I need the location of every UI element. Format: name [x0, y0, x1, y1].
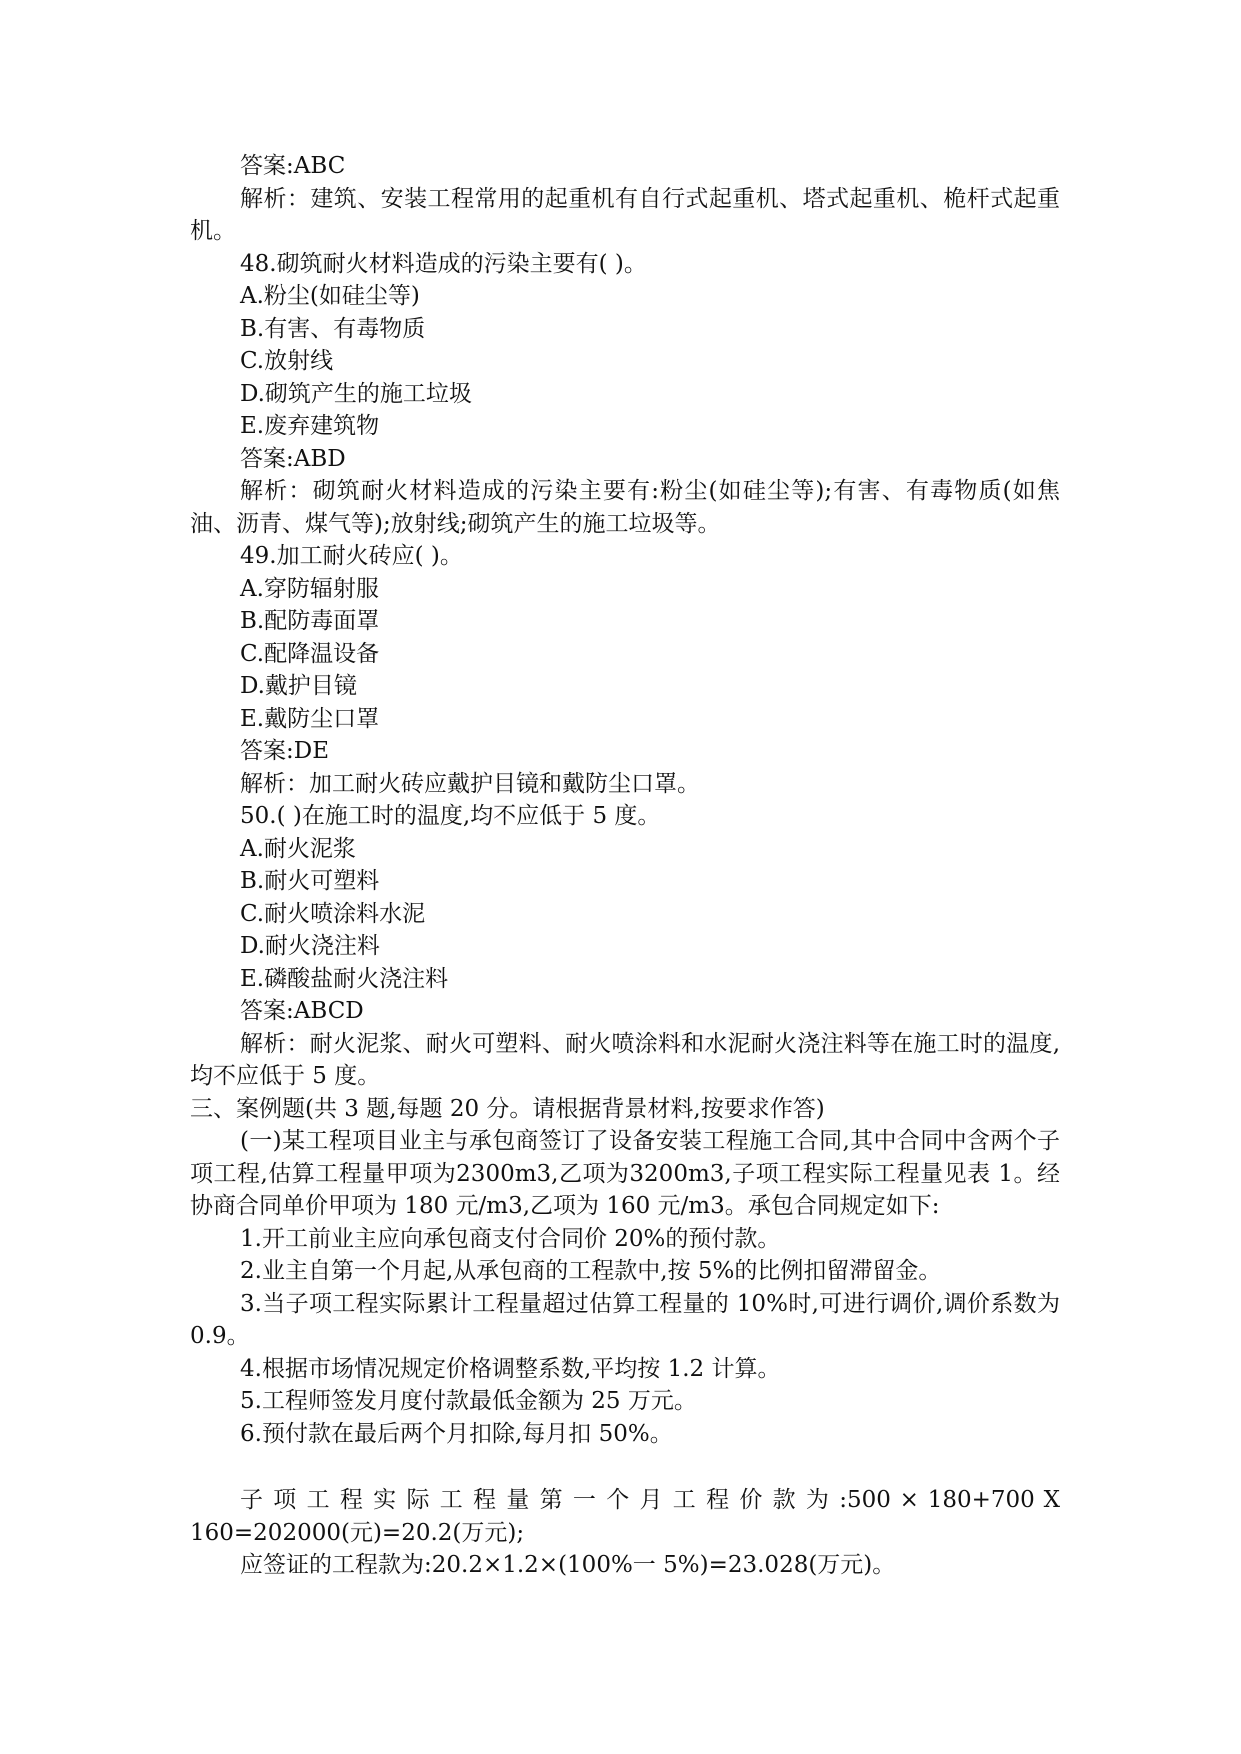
question-50: 50.( )在施工时的温度,均不应低于 5 度。 — [240, 803, 661, 829]
case-background: (一)某工程项目业主与承包商签订了设备安装工程施工合同,其中合同中含两个子项工程,估算工程量甲项为2300m3,乙项为3200m3,子项工程实际工程量见表 1。经协商合同单价甲项为 180 元/m3,乙项为 160 元/m3。承包合同规定如下: — [190, 1128, 1060, 1219]
calc-first-month-line2: 160=202000(元)=20.2(万元); — [190, 1519, 525, 1546]
option-48-d: D.砌筑产生的施工垃圾 — [240, 380, 472, 407]
option-48-c: C.放射线 — [240, 348, 334, 374]
contract-term-2: 2.业主自第一个月起,从承包商的工程款中,按 5%的比例扣留滞留金。 — [240, 1258, 942, 1284]
answer-47: 答案:ABC — [240, 153, 346, 179]
question-48: 48.砌筑耐火材料造成的污染主要有( )。 — [240, 250, 647, 277]
answer-49: 答案:DE — [240, 738, 329, 764]
contract-term-3: 3.当子项工程实际累计工程量超过估算工程量的 10%时,可进行调价,调价系数为 0.9。 — [190, 1290, 1060, 1349]
contract-term-6: 6.预付款在最后两个月扣除,每月扣 50%。 — [240, 1420, 673, 1447]
option-50-d: D.耐火浇注料 — [240, 933, 380, 959]
option-49-c: C.配降温设备 — [240, 640, 380, 667]
explanation-48: 解析：砌筑耐火材料造成的污染主要有:粉尘(如硅尘等);有害、有毒物质(如焦油、沥青、煤气等);放射线;砌筑产生的施工垃圾等。 — [190, 478, 1060, 537]
question-49: 49.加工耐火砖应( )。 — [240, 543, 463, 569]
blank-gap — [190, 1450, 1060, 1484]
option-49-d: D.戴护目镜 — [240, 673, 357, 699]
document-body — [190, 150, 1060, 1582]
contract-term-1: 1.开工前业主应向承包商支付合同价 20%的预付款。 — [240, 1225, 781, 1252]
option-50-e: E.磷酸盐耐火浇注料 — [240, 965, 449, 992]
contract-term-5: 5.工程师签发月度付款最低金额为 25 万元。 — [240, 1388, 697, 1414]
contract-term-4: 4.根据市场情况规定价格调整系数,平均按 1.2 计算。 — [240, 1355, 781, 1382]
option-50-c: C.耐火喷涂料水泥 — [240, 900, 426, 927]
explanation-49: 解析：加工耐火砖应戴护目镜和戴防尘口罩。 — [240, 770, 700, 797]
option-49-b: B.配防毒面罩 — [240, 608, 380, 634]
calc-first-month-line1: 子 项 工 程 实 际 工 程 量 第 一 个 月 工 程 价 款 为 :500 × 180+700 X — [240, 1487, 1060, 1513]
answer-48: 答案:ABD — [240, 445, 346, 472]
option-48-b: B.有害、有毒物质 — [240, 315, 426, 342]
option-50-a: A.耐火泥浆 — [240, 835, 356, 862]
option-48-e: E.废弃建筑物 — [240, 413, 380, 439]
answer-50: 答案:ABCD — [240, 998, 364, 1024]
option-50-b: B.耐火可塑料 — [240, 868, 380, 894]
calc-certified-payment: 应签证的工程款为:20.2×1.2×(100%一 5%)=23.028(万元)。 — [240, 1552, 896, 1578]
explanation-47: 解析：建筑、安装工程常用的起重机有自行式起重机、塔式起重机、桅杆式起重机。 — [190, 185, 1060, 244]
option-48-a: A.粉尘(如硅尘等) — [240, 283, 420, 309]
explanation-50: 解析：耐火泥浆、耐火可塑料、耐火喷涂料和水泥耐火浇注料等在施工时的温度,均不应低于 5 度。 — [190, 1030, 1060, 1089]
section-heading-case-study: 三、案例题(共 3 题,每题 20 分。请根据背景材料,按要求作答) — [190, 1095, 825, 1122]
option-49-e: E.戴防尘口罩 — [240, 705, 380, 732]
option-49-a: A.穿防辐射服 — [240, 575, 379, 602]
